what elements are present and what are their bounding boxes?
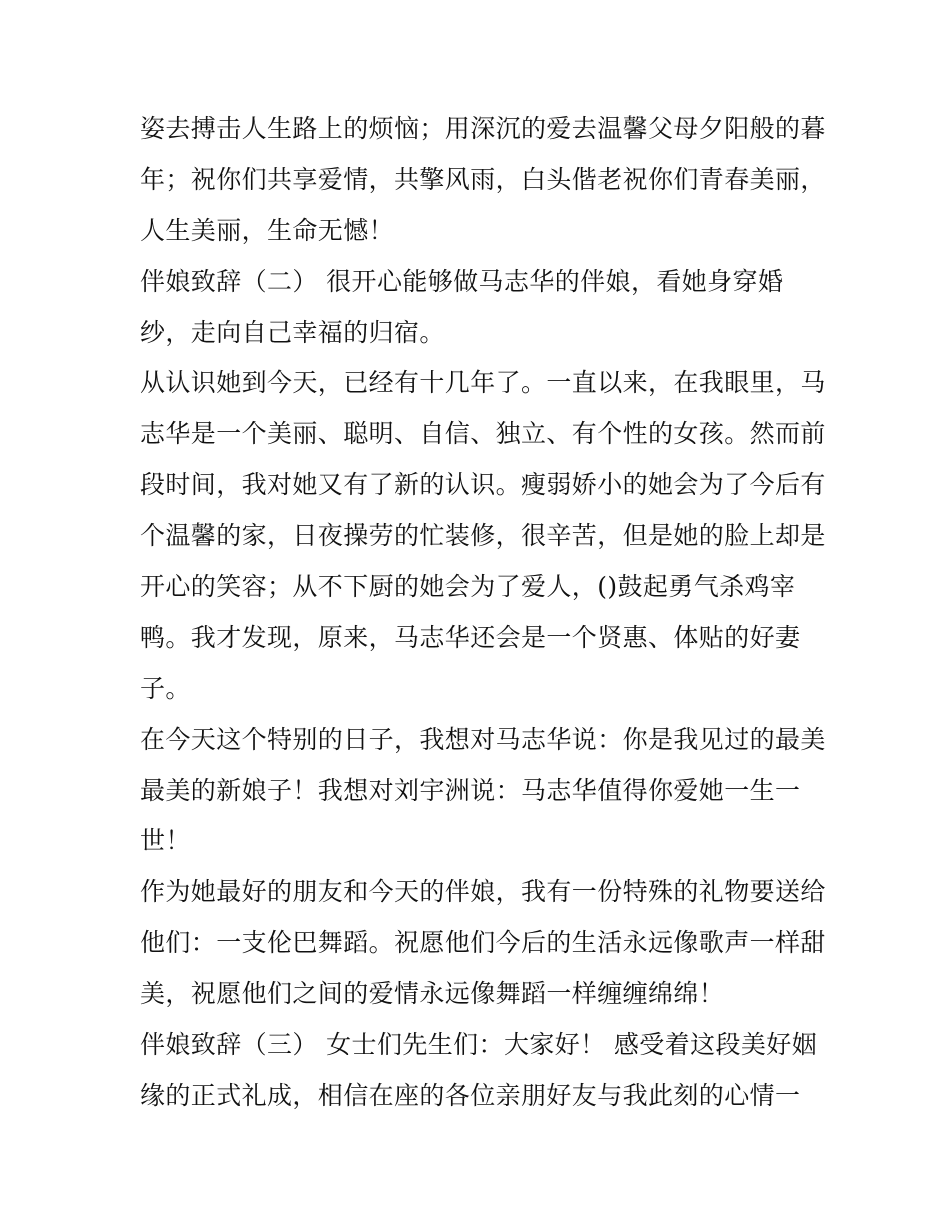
- text-line: 缘的正式礼成，相信在座的各位亲朋好友与我此刻的心情一: [140, 1080, 801, 1110]
- text-line: 在今天这个特别的日子，我想对马志华说：你是我见过的最美: [140, 724, 826, 754]
- body-text: [140, 104, 826, 1122]
- text-line: 美，祝愿他们之间的爱情永远像舞蹈一样缠缠绵绵！: [140, 979, 725, 1009]
- text-line: 他们：一支伦巴舞蹈。祝愿他们今后的生活永远像歌声一样甜: [140, 928, 826, 958]
- text-line: 段时间，我对她又有了新的认识。瘦弱娇小的她会为了今后有: [140, 470, 826, 500]
- text-line: 姿去搏击人生路上的烦恼；用深沉的爱去温馨父母夕阳般的暮: [140, 114, 826, 143]
- text-line: 子。: [140, 673, 191, 703]
- text-line: 作为她最好的朋友和今天的伴娘，我有一份特殊的礼物要送给: [140, 877, 826, 907]
- text-line: 人生美丽，生命无憾！: [140, 215, 395, 245]
- text-line: 开心的笑容；从不下厨的她会为了爱人，()鼓起勇气杀鸡宰: [140, 572, 796, 602]
- section-heading-line: 伴娘致辞（二） 很开心能够做马志华的伴娘，看她身穿婚: [140, 266, 784, 296]
- text-line: 从认识她到今天，已经有十几年了。一直以来，在我眼里，马: [140, 368, 826, 398]
- text-line: 年；祝你们共享爱情，共擎风雨，白头偕老祝你们青春美丽，: [140, 164, 826, 194]
- text-line: 世！: [140, 826, 191, 856]
- text-line: 最美的新娘子！我想对刘宇洲说：马志华值得你爱她一生一: [140, 775, 801, 805]
- section-heading-line: 伴娘致辞（三） 女士们先生们：大家好！ 感受着这段美好姻: [140, 1030, 818, 1060]
- text-line: 志华是一个美丽、聪明、自信、独立、有个性的女孩。然而前: [140, 419, 826, 449]
- text-line: 个温馨的家，日夜操劳的忙装修，很辛苦，但是她的脸上却是: [140, 521, 826, 551]
- text-line: 鸭。我才发现，原来，马志华还会是一个贤惠、体贴的好妻: [140, 622, 801, 652]
- text-line: 纱，走向自己幸福的归宿。: [140, 317, 445, 347]
